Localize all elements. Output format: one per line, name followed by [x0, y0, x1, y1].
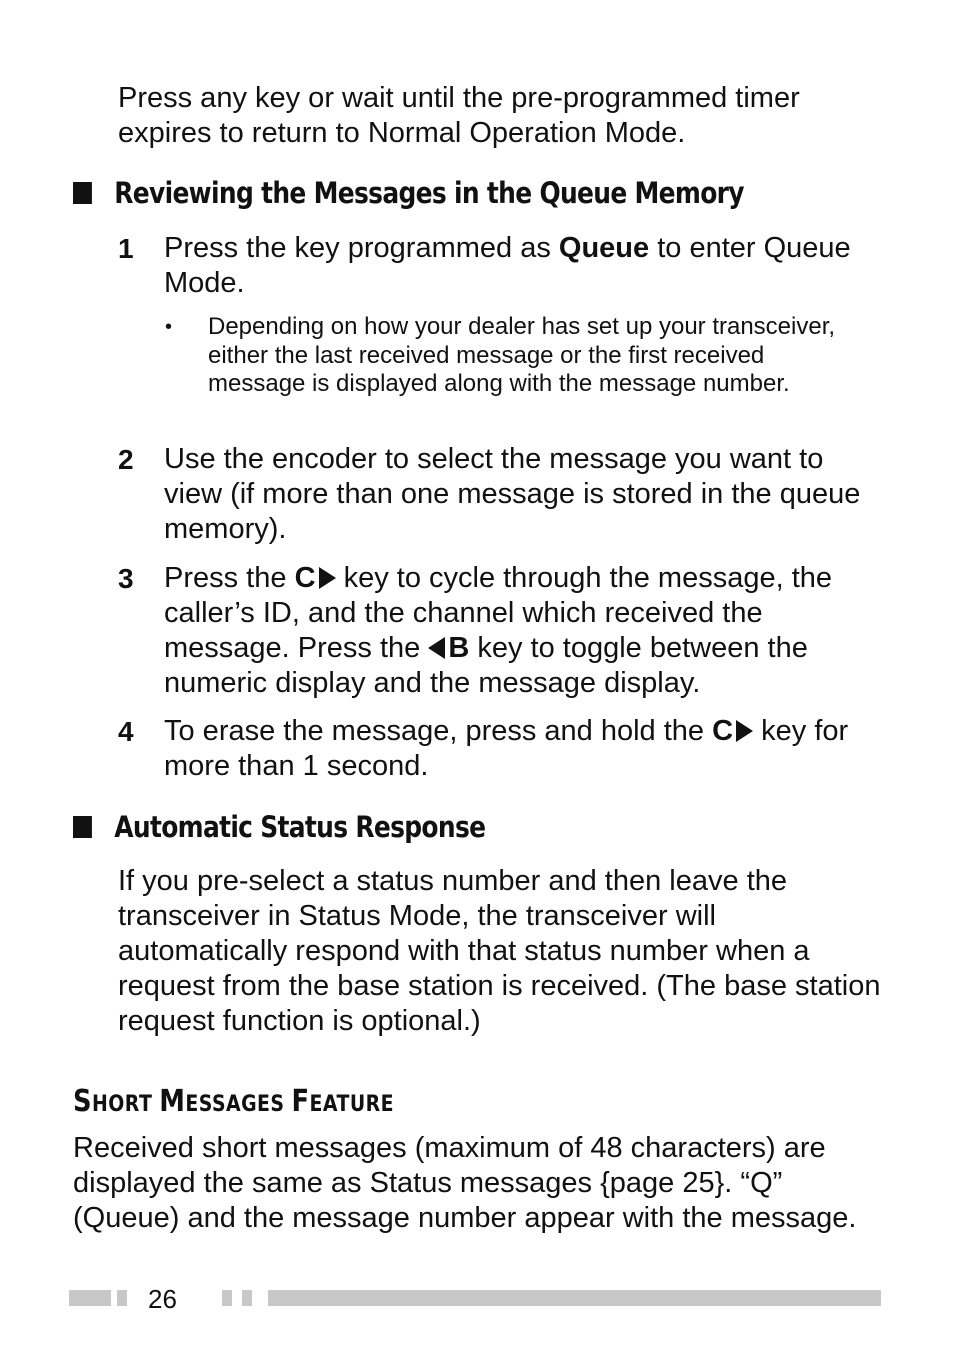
footer-bar-right — [268, 1290, 881, 1306]
page-number: 26 — [148, 1284, 177, 1314]
step-number: 4 — [118, 716, 134, 747]
triangle-left-icon — [428, 637, 445, 659]
c-key-label: C — [712, 715, 734, 747]
step-number: 2 — [118, 444, 134, 475]
c-key-label: C — [294, 562, 316, 594]
step-text: Use the encoder to select the message you want to view (if more than one message is stored in the queue memory). — [164, 443, 861, 545]
bullet-dot: • — [165, 316, 173, 338]
intro-paragraph: Press any key or wait until the pre-programmed timer expires to return to Normal Operation Mode. — [118, 82, 800, 149]
section-heading-reviewing — [73, 175, 744, 211]
b-key-label: B — [448, 632, 470, 664]
triangle-right-icon — [319, 567, 336, 589]
footer-bar-left-small — [117, 1290, 127, 1306]
triangle-right-icon — [736, 720, 753, 742]
queue-key-label: Queue — [558, 232, 650, 264]
short-messages-paragraph: Received short messages (maximum of 48 characters) are displayed the same as Status messages {page 25}. “Q” (Queue) and the message number appear with the message. — [73, 1132, 857, 1234]
short-messages-heading: SHORT MESSAGES FEATURE — [73, 1084, 394, 1119]
step-text: To erase the message, press and hold the C key for more than 1 second. — [164, 715, 849, 782]
bullet-text: Depending on how your dealer has set up your transceiver, either the last received message or the first received message is displayed along with the message number. — [208, 313, 836, 397]
section-heading-text: Automatic Status Response — [114, 810, 486, 844]
step-text: Press the key programmed as Queue to enter Queue Mode. — [164, 232, 851, 299]
section-heading-text: Reviewing the Messages in the Queue Memory — [114, 176, 744, 210]
footer-bar-left — [69, 1290, 111, 1306]
step-number: 3 — [118, 563, 134, 594]
step-text: Press the C key to cycle through the message, the caller’s ID, and the channel which received the message. Press the B key to toggle between the numeric display and the message display. — [164, 562, 833, 699]
black-square-icon — [73, 816, 92, 838]
status-paragraph: If you pre-select a status number and then leave the transceiver in Status Mode, the transceiver will automatically respond with that status number when a request from the base station is received. (The base station request function is optional.) — [118, 865, 881, 1037]
step-number: 1 — [118, 233, 134, 264]
section-heading-status — [73, 809, 485, 845]
footer-bar-mid-1 — [222, 1290, 232, 1306]
black-square-icon — [73, 182, 92, 204]
footer-bar-mid-2 — [242, 1290, 252, 1306]
